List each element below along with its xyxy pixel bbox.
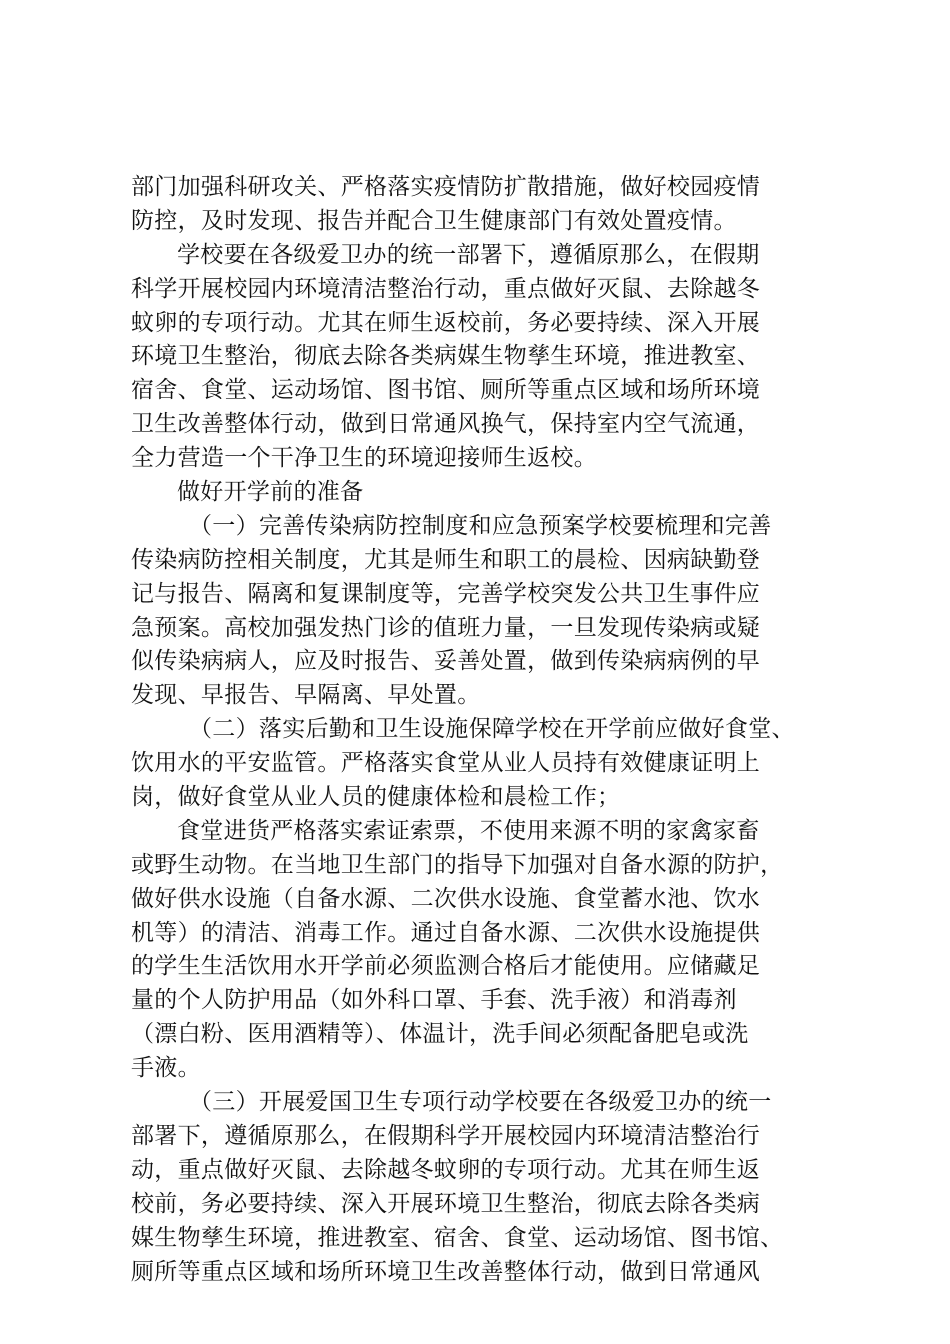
text-line: （二）落实后勤和卫生设施保障学校在开学前应做好食堂、	[189, 716, 795, 743]
text-line: 传染病防控相关制度，尤其是师生和职工的晨检、因病缺勤登	[131, 546, 761, 573]
text-line: 量的个人防护用品（如外科口罩、手套、洗手液）和消毒剂	[131, 987, 737, 1014]
text-line: 似传染病病人，应及时报告、妥善处置，做到传染病病例的早	[131, 648, 761, 675]
text-line: 环境卫生整治，彻底去除各类病媒生物孳生环境，推进教室、	[131, 343, 761, 370]
text-line: （三）开展爱国卫生专项行动学校要在各级爱卫办的统一	[189, 1089, 772, 1116]
text-line: 食堂进货严格落实索证索票，不使用来源不明的家禽家畜	[177, 817, 760, 844]
text-line: （漂白粉、医用酒精等）、体温计，洗手间必须配备肥皂或洗	[131, 1021, 749, 1048]
text-line: 做好供水设施（自备水源、二次供水设施、食堂蓄水池、饮水	[131, 885, 761, 912]
text-line: 动，重点做好灭鼠、去除越冬蚊卵的专项行动。尤其在师生返	[131, 1156, 761, 1183]
text-line: 记与报告、隔离和复课制度等，完善学校突发公共卫生事件应	[131, 580, 761, 607]
text-line: 手液。	[131, 1055, 201, 1082]
document-body	[131, 171, 831, 1289]
text-line: （一）完善传染病防控制度和应急预案学校要梳理和完善	[189, 512, 772, 539]
text-line: 或野生动物。在当地卫生部门的指导下加强对自备水源的防护，	[131, 851, 784, 878]
text-line: 厕所等重点区域和场所环境卫生改善整体行动，做到日常通风	[131, 1258, 761, 1285]
text-line: 部署下，遵循原那么，在假期科学开展校园内环境清洁整治行	[131, 1122, 761, 1149]
text-line: 卫生改善整体行动，做到日常通风换气，保持室内空气流通，	[131, 411, 761, 438]
text-line: 全力营造一个干净卫生的环境迎接师生返校。	[131, 445, 597, 472]
text-line: 科学开展校园内环境清洁整治行动，重点做好灭鼠、去除越冬	[131, 275, 761, 302]
text-line: 部门加强科研攻关、严格落实疫情防扩散措施，做好校园疫情	[131, 174, 761, 200]
text-line: 机等）的清洁、消毒工作。通过自备水源、二次供水设施提供	[131, 919, 761, 946]
text-line: 校前，务必要持续、深入开展环境卫生整治，彻底去除各类病	[131, 1190, 761, 1217]
text-line: 蚊卵的专项行动。尤其在师生返校前，务必要持续、深入开展	[131, 309, 761, 336]
text-line: 饮用水的平安监管。严格落实食堂从业人员持有效健康证明上	[131, 750, 761, 777]
text-line: 发现、早报告、早隔离、早处置。	[131, 682, 481, 709]
section-heading: 做好开学前的准备	[177, 479, 364, 506]
text-line: 宿舍、食堂、运动场馆、图书馆、厕所等重点区域和场所环境	[131, 377, 761, 404]
text-line: 的学生生活饮用水开学前必须监测合格后才能使用。应储藏足	[131, 953, 761, 980]
text-line: 学校要在各级爱卫办的统一部署下，遵循原那么，在假期	[177, 241, 760, 268]
text-line: 媒生物孳生环境，推进教室、宿舍、食堂、运动场馆、图书馆、	[131, 1224, 784, 1251]
text-line: 防控，及时发现、报告并配合卫生健康部门有效处置疫情。	[131, 207, 737, 234]
text-line: 岗，做好食堂从业人员的健康体检和晨检工作；	[131, 784, 621, 811]
text-line: 急预案。高校加强发热门诊的值班力量，一旦发现传染病或疑	[131, 614, 761, 641]
